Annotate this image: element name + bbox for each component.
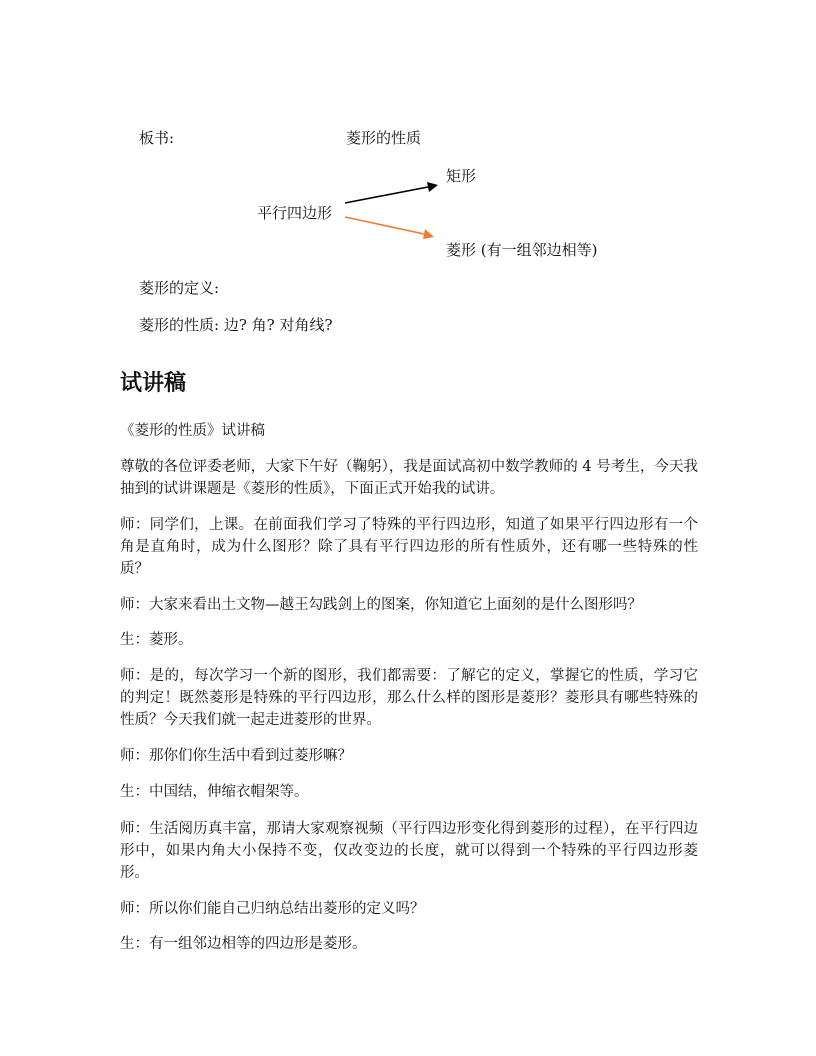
script-title: 《菱形的性质》试讲稿	[120, 423, 265, 439]
arrowhead-rhombus	[423, 229, 434, 239]
arrowhead-rectangle	[427, 182, 438, 192]
arrow-to-rectangle	[345, 187, 428, 203]
board-label: 板书:	[139, 129, 175, 147]
properties-line: 菱形的性质: 边? 角? 对角线?	[139, 316, 333, 334]
paragraph-teacher-6: 师：所以你们能自己归纳总结出菱形的定义吗？	[120, 901, 425, 917]
definition-line: 菱形的定义:	[139, 279, 220, 297]
node-parallelogram: 平行四边形	[257, 204, 333, 222]
paragraph-teacher-4: 师：那你们你生活中看到过菱形嘛？	[120, 748, 352, 764]
arrow-to-rhombus	[345, 217, 424, 234]
paragraph-student-1: 生：菱形。	[120, 632, 193, 648]
paragraph-student-2: 生：中国结，伸缩衣帽架等。	[120, 784, 309, 800]
paragraph-teacher-5: 师：生活阅历真丰富，那请大家观察视频（平行四边形变化得到菱形的过程），在平行四边形中，如果内角大小保持不变，仅改变边的长度，就可以得到一个特殊的平行四边形菱形。	[120, 821, 698, 881]
paragraph-student-3: 生：有一组邻边相等的四边形是菱形。	[120, 936, 367, 952]
node-rectangle: 矩形	[446, 167, 477, 185]
node-rhombus: 菱形 (有一组邻边相等)	[446, 241, 598, 259]
paragraph-greeting: 尊敬的各位评委老师，大家下午好（鞠躬），我是面试高初中数学教师的 4 号考生，今天我抽到的试讲课题是《菱形的性质》，下面正式开始我的试讲。	[120, 459, 698, 497]
board-title: 菱形的性质	[346, 129, 422, 147]
paragraph-teacher-2: 师：大家来看出土文物—越王勾践剑上的图案，你知道它上面刻的是什么图形吗？	[120, 597, 642, 613]
paragraph-teacher-1: 师：同学们，上课。在前面我们学习了特殊的平行四边形，知道了如果平行四边形有一个角是直角时，成为什么图形？除了具有平行四边形的所有性质外，还有哪一些特殊的性质？	[120, 517, 698, 577]
section-heading: 试讲稿	[120, 371, 187, 396]
paragraph-teacher-3: 师：是的，每次学习一个新的图形，我们都需要：了解它的定义，掌握它的性质，学习它的判定！既然菱形是特殊的平行四边形，那么什么样的图形是菱形？菱形具有哪些特殊的性质？今天我们就一起走进菱形的世界。	[120, 668, 698, 728]
